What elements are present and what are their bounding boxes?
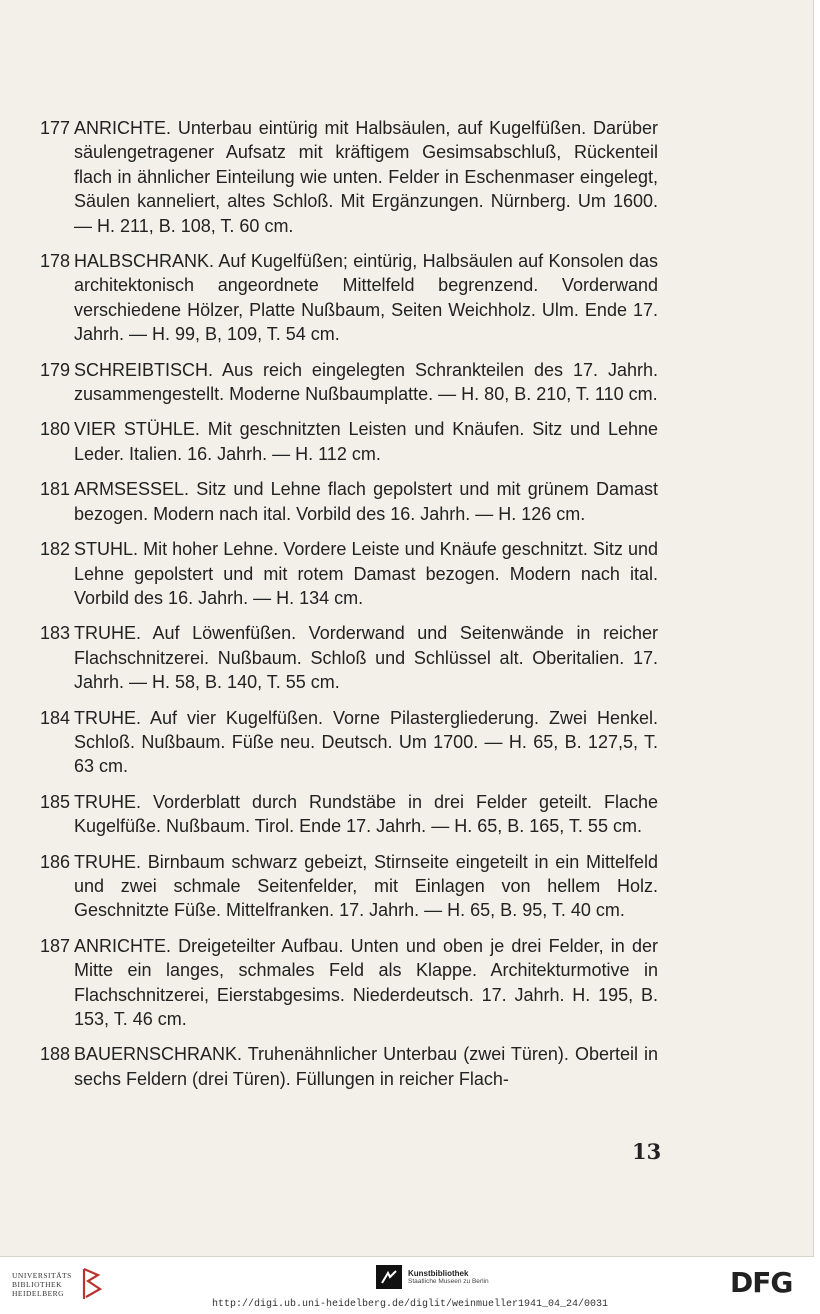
entry-text: STUHL. Mit hoher Lehne. Vordere Leiste und Knäufe geschnitzt. Sitz und Lehne gepolstert und mit rotem Damast bezogen. Modern nach ital. Vorbild des 16. Jahrh. — H. 134 cm.	[74, 539, 658, 608]
catalog-entry	[40, 477, 658, 526]
entry-text: TRUHE. Birnbaum schwarz gebeizt, Stirnseite eingeteilt in ein Mittelfeld und zwei schmale Seitenfelder, mit Einlagen von hellem Holz. Geschnitzte Füße. Mittelfranken. 17. Jahrh. — H. 65, B. 95, T. 40 cm.	[74, 851, 658, 921]
kunstbibliothek-title: Kunstbibliothek	[408, 1269, 469, 1278]
entry-text: ARMSESSEL. Sitz und Lehne flach gepolstert und mit grünem Damast bezogen. Modern nach ital. Vorbild des 16. Jahrh. — H. 126 cm.	[74, 479, 658, 524]
kunstbibliothek-logo[interactable]	[376, 1265, 489, 1289]
entry-number: 184	[40, 707, 71, 728]
entry-text: BAUERNSCHRANK. Truhenähnlicher Unterbau (zwei Türen). Oberteil in sechs Feldern (drei Türen). Füllungen in reicher Flach-	[74, 1044, 658, 1089]
catalog-entry	[40, 537, 658, 610]
entry-number: 186	[40, 851, 71, 872]
catalog-entry	[40, 358, 658, 407]
catalog-entry	[40, 1042, 658, 1091]
university-library-logo[interactable]	[12, 1267, 104, 1301]
page-number: 13	[632, 1139, 662, 1164]
catalog-entry	[40, 417, 658, 466]
catalog-entry	[40, 706, 658, 779]
entry-number: 188	[40, 1044, 71, 1065]
entry-number: 177	[40, 118, 71, 138]
kunstbibliothek-emblem-icon	[376, 1265, 402, 1289]
entry-number: 187	[40, 935, 71, 956]
university-emblem-icon	[78, 1267, 104, 1301]
entry-text: SCHREIBTISCH. Aus reich eingelegten Schrankteilen des 17. Jahrh. zusammengestellt. Moderne Nußbaumplatte. — H. 80, B. 210, T. 110 cm.	[74, 359, 658, 405]
university-line: UNIVERSITÄTS	[12, 1270, 72, 1280]
entry-number: 180	[40, 419, 71, 440]
entry-text: ANRICHTE. Dreigeteilter Aufbau. Unten und oben je drei Felder, in der Mitte ein langes, schmales Feld als Klappe. Architekturmotive in Flachschnitzerei, Eierstabgesims. Niederdeutsch. 17. Jahrh. H. 195, B. 153, T. 46 cm.	[74, 935, 658, 1029]
catalog-entry	[40, 850, 658, 923]
catalog-entries	[40, 116, 658, 1102]
catalog-entry	[40, 116, 658, 238]
entry-text: HALBSCHRANK. Auf Kugelfüßen; eintürig, Halbsäulen auf Konsolen das architektonisch angeordnete Mittelfeld begrenzend. Vorderwand verschiedene Hölzer, Platte Nußbaum, Seiten Weichholz. Ulm. Ende 17. Jahrh. — H. 99, B, 109, T. 54 cm.	[74, 251, 658, 345]
catalog-entry	[40, 249, 658, 347]
entry-number: 178	[40, 251, 71, 272]
catalog-entry	[40, 934, 658, 1032]
university-line: HEIDELBERG	[12, 1288, 65, 1298]
entry-text: TRUHE. Vorderblatt durch Rundstäbe in drei Felder geteilt. Flache Kugelfüße. Nußbaum. Tirol. Ende 17. Jahrh. — H. 65, B. 165, T. 55 cm.	[74, 791, 658, 837]
entry-text: VIER STÜHLE. Mit geschnitzten Leisten und Knäufen. Sitz und Lehne Leder. Italien. 16. Jahrh. — H. 112 cm.	[74, 419, 658, 464]
footer-bar	[0, 1257, 820, 1314]
dfg-logo[interactable]: DFG	[730, 1266, 793, 1299]
kunstbibliothek-subtitle: Staatliche Museen zu Berlin	[408, 1278, 489, 1285]
entry-number: 183	[40, 623, 71, 644]
entry-number: 179	[40, 359, 71, 380]
entry-number: 185	[40, 791, 71, 812]
entry-number: 182	[40, 539, 71, 560]
permalink-url[interactable]: http://digi.ub.uni-heidelberg.de/diglit/weinmueller1941_04_24/0031	[211, 1299, 609, 1310]
entry-number: 181	[40, 479, 71, 500]
catalog-entry	[40, 621, 658, 694]
entry-text: ANRICHTE. Unterbau eintürig mit Halbsäulen, auf Kugelfüßen. Darüber säulengetragener Aufsatz mit kräftigem Gesimsabschluß, Rückenteil flach in ähnlicher Einteilung wie unten. Felder in Eschenmaser eingelegt, Säulen kanneliert, altes Schloß. Mit Ergänzungen. Nürnberg. Um 1600. — H. 211, B. 108, T. 60 cm.	[74, 118, 658, 236]
entry-text: TRUHE. Auf Löwenfüßen. Vorderwand und Seitenwände in reicher Flachschnitzerei. Nußbaum. Schloß und Schlüssel alt. Oberitalien. 17. Jahrh. — H. 58, B. 140, T. 55 cm.	[74, 623, 658, 693]
university-line: BIBLIOTHEK	[12, 1279, 62, 1289]
entry-text: TRUHE. Auf vier Kugelfüßen. Vorne Pilastergliederung. Zwei Henkel. Schloß. Nußbaum. Füße neu. Deutsch. Um 1700. — H. 65, B. 127,5, T. 63 cm.	[74, 707, 658, 777]
catalog-entry	[40, 790, 658, 839]
